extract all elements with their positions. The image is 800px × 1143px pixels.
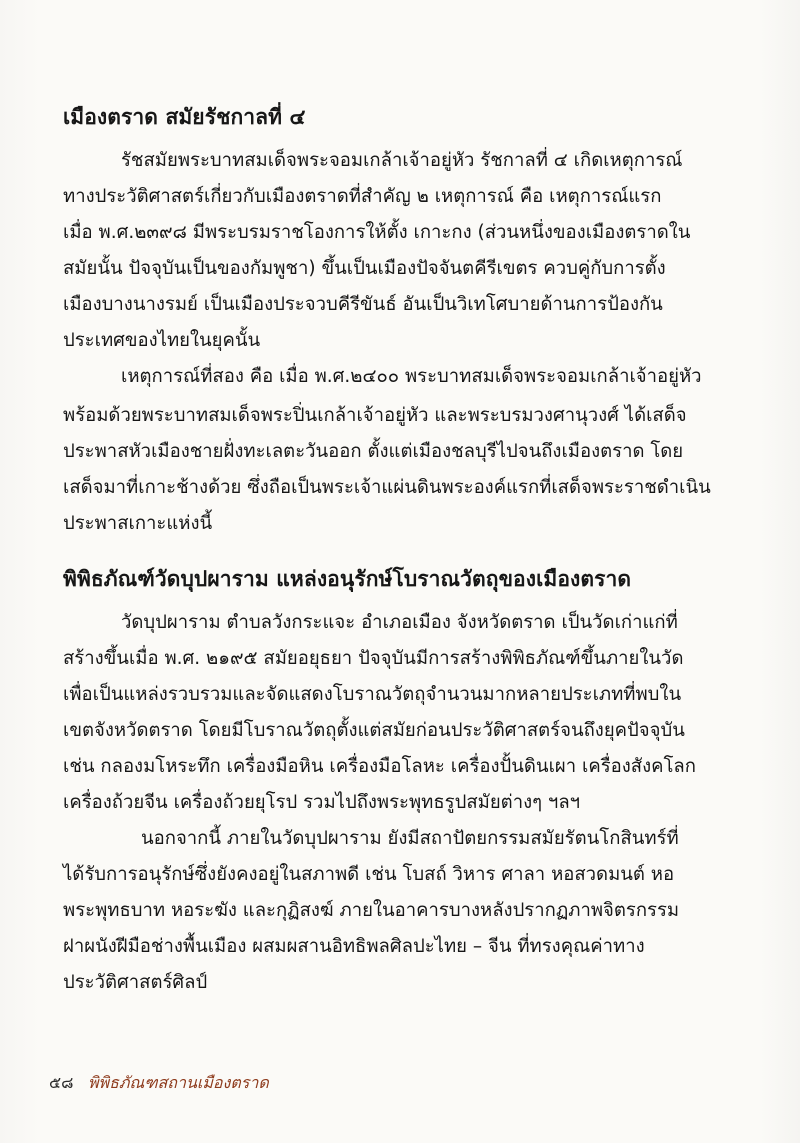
section-heading-trat-rama4: เมืองตราด สมัยรัชกาลที่ ๔	[63, 105, 306, 129]
paragraph-line: เพื่อเป็นแหล่งรวบรวมและจัดแสดงโบราณวัตถุจำนวนมากหลายประเภทที่พบใน	[63, 684, 682, 705]
paragraph-line: ประพาสเกาะแห่งนี้	[63, 513, 213, 534]
paragraph-line: ประพาสหัวเมืองชายฝั่งทะเลตะวันออก ตั้งแต่เมืองชลบุรีไปจนถึงเมืองตราด โดย	[63, 441, 684, 462]
page-number: ๕๘	[49, 1073, 74, 1092]
paragraph-line: สมัยนั้น ปัจจุบันเป็นของกัมพูชา) ขึ้นเป็นเมืองปัจจันตคีรีเขตร ควบคู่กับการตั้ง	[63, 258, 666, 279]
paragraph-line: เมื่อ พ.ศ.๒๓๙๘ มีพระบรมราชโองการให้ตั้ง เกาะกง (ส่วนหนึ่งของเมืองตราดใน	[63, 222, 691, 243]
running-footer-title: พิพิธภัณฑสถานเมืองตราด	[88, 1073, 269, 1092]
paragraph-line: ฝาผนังฝีมือช่างพื้นเมือง ผสมผสานอิทธิพลศิลปะไทย – จีน ที่ทรงคุณค่าทาง	[63, 936, 645, 957]
paragraph-line: สร้างขึ้นเมื่อ พ.ศ. ๒๑๙๕ สมัยอยุธยา ปัจจุบันมีการสร้างพิพิธภัณฑ์ขึ้นภายในวัด	[63, 648, 684, 669]
paragraph-line: เขตจังหวัดตราด โดยมีโบราณวัตถุตั้งแต่สมัยก่อนประวัติศาสตร์จนถึงยุคปัจจุบัน	[63, 720, 685, 741]
paragraph-line: นอกจากนี้ ภายในวัดบุปผาราม ยังมีสถาปัตยกรรมสมัยรัตนโกสินทร์ที่	[141, 828, 679, 849]
paragraph-line: ประวัติศาสตร์ศิลป์	[63, 972, 208, 993]
paragraph-line: เครื่องถ้วยจีน เครื่องถ้วยยุโรป รวมไปถึงพระพุทธรูปสมัยต่างๆ ฯลฯ	[63, 792, 581, 813]
paragraph-line: พร้อมด้วยพระบาทสมเด็จพระปิ่นเกล้าเจ้าอยู่หัว และพระบรมวงศานุวงศ์ ได้เสด็จ	[63, 405, 687, 426]
paragraph-line: ประเทศของไทยในยุคนั้น	[63, 330, 261, 351]
paragraph-line: ทางประวัติศาสตร์เกี่ยวกับเมืองตราดที่สำคัญ ๒ เหตุการณ์ คือ เหตุการณ์แรก	[63, 186, 662, 207]
section-heading-bupparam-museum: พิพิธภัณฑ์วัดบุปผาราม แหล่งอนุรักษ์โบราณวัตถุของเมืองตราด	[63, 567, 632, 591]
paragraph-line: พระพุทธบาท หอระฆัง และกุฏิสงฆ์ ภายในอาคารบางหลังปรากฏภาพจิตรกรรม	[63, 900, 680, 921]
paragraph-line: เมืองบางนางรมย์ เป็นเมืองประจวบคีรีขันธ์ อันเป็นวิเทโศบายด้านการป้องกัน	[63, 294, 663, 315]
paragraph-line: รัชสมัยพระบาทสมเด็จพระจอมเกล้าเจ้าอยู่หัว รัชกาลที่ ๔ เกิดเหตุการณ์	[121, 150, 683, 171]
paragraph-line: ได้รับการอนุรักษ์ซึ่งยังคงอยู่ในสภาพดี เช่น โบสถ์ วิหาร ศาลา หอสวดมนต์ หอ	[63, 864, 675, 885]
paragraph-line: เสด็จมาที่เกาะช้างด้วย ซึ่งถือเป็นพระเจ้าแผ่นดินพระองค์แรกที่เสด็จพระราชดำเนิน	[63, 477, 711, 498]
paragraph-line: เหตุการณ์ที่สอง คือ เมื่อ พ.ศ.๒๔๐๐ พระบาทสมเด็จพระจอมเกล้าเจ้าอยู่หัว	[121, 366, 702, 387]
paragraph-line: เช่น กลองมโหระทึก เครื่องมือหิน เครื่องมือโลหะ เครื่องปั้นดินเผา เครื่องสังคโลก	[63, 756, 696, 777]
paragraph-line: วัดบุปผาราม ตำบลวังกระแจะ อำเภอเมือง จังหวัดตราด เป็นวัดเก่าแก่ที่	[121, 612, 678, 633]
